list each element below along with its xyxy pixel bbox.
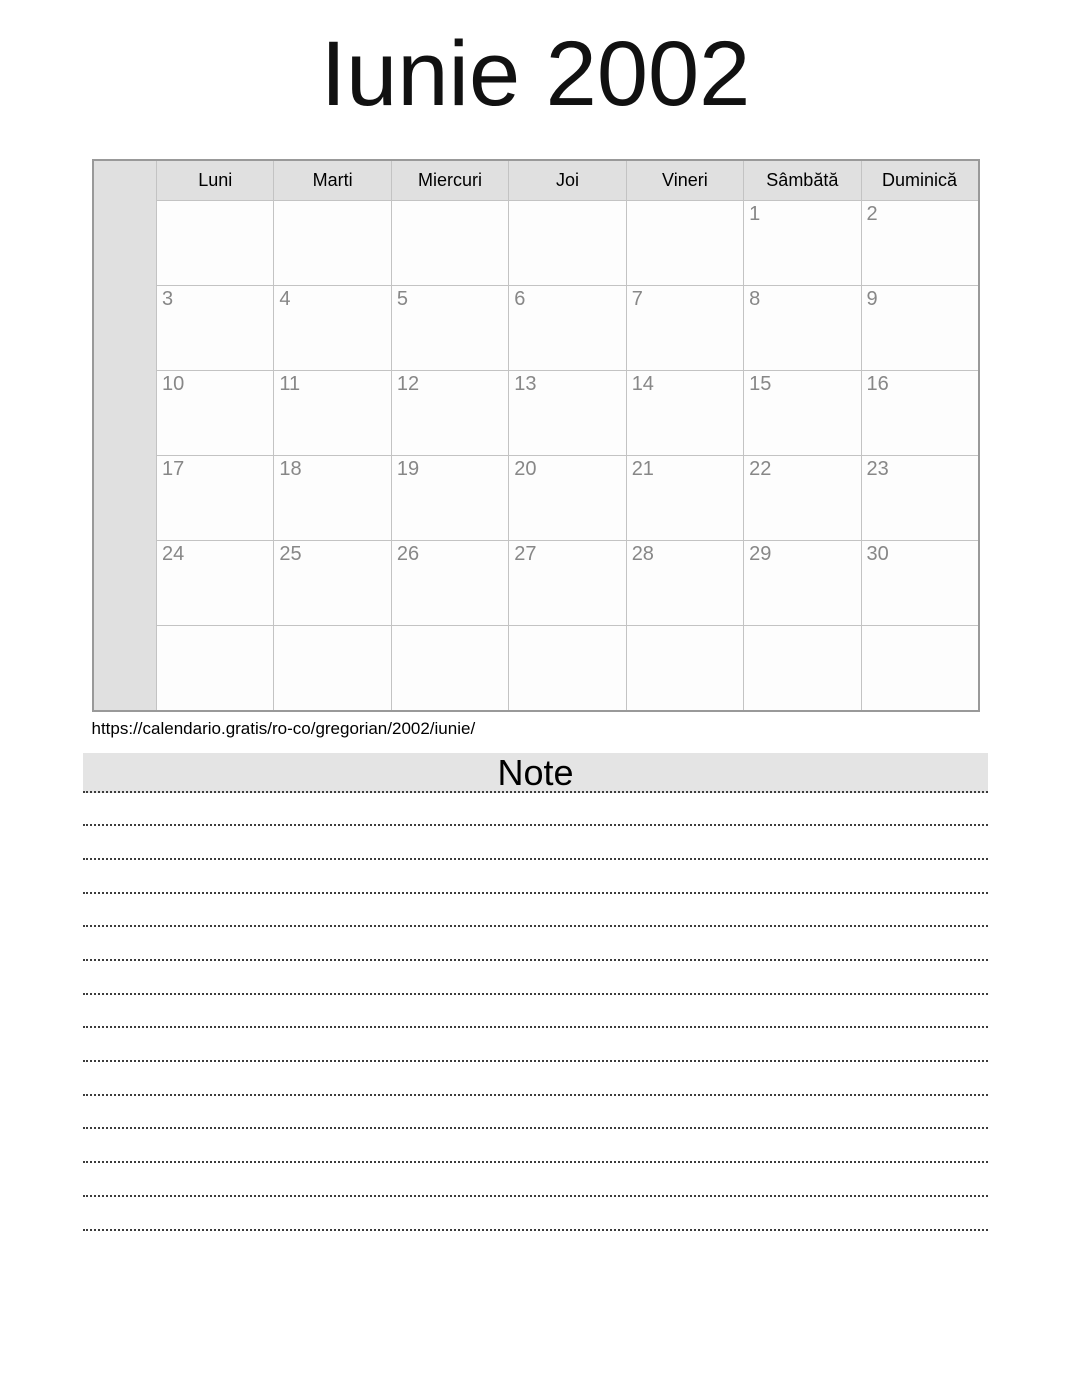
page-title: Iunie 2002: [320, 23, 751, 125]
note-line-5: [83, 927, 988, 961]
day-cell-29: 29: [744, 541, 861, 626]
day-header-6: Duminică: [861, 160, 978, 201]
day-cell-25: 25: [274, 541, 391, 626]
day-cell-empty: [509, 201, 626, 286]
week-row-1: [93, 286, 979, 371]
day-cell-empty: [626, 201, 743, 286]
notes-header: [83, 753, 988, 793]
day-header-5: Sâmbătă: [744, 160, 861, 201]
note-line-1: [83, 793, 988, 827]
day-cell-14: 14: [626, 371, 743, 456]
note-line-13: [83, 1197, 988, 1231]
day-cell-24: 24: [157, 541, 274, 626]
day-cell-23: 23: [861, 456, 978, 541]
note-line-4: [83, 894, 988, 928]
calendar-header-row: [93, 160, 979, 201]
day-cell-9: 9: [861, 286, 978, 371]
note-line-3: [83, 860, 988, 894]
day-cell-empty: [157, 626, 274, 711]
day-cell-21: 21: [626, 456, 743, 541]
day-cell-17: 17: [157, 456, 274, 541]
week-row-0: [93, 201, 979, 286]
notes-title: Note: [497, 751, 574, 793]
day-cell-28: 28: [626, 541, 743, 626]
day-cell-empty: [509, 626, 626, 711]
week-row-2: [93, 371, 979, 456]
notes-lines: [83, 793, 988, 1231]
day-header-0: Luni: [157, 160, 274, 201]
day-cell-3: 3: [157, 286, 274, 371]
day-cell-20: 20: [509, 456, 626, 541]
note-line-11: [83, 1129, 988, 1163]
week-row-3: [93, 456, 979, 541]
day-cell-7: 7: [626, 286, 743, 371]
day-cell-2: 2: [861, 201, 978, 286]
note-line-2: [83, 826, 988, 860]
day-cell-30: 30: [861, 541, 978, 626]
notes-section: [83, 753, 988, 1231]
day-cell-empty: [391, 626, 508, 711]
day-cell-empty: [274, 626, 391, 711]
calendar-table: [92, 159, 980, 712]
day-cell-10: 10: [157, 371, 274, 456]
day-cell-empty: [391, 201, 508, 286]
day-cell-26: 26: [391, 541, 508, 626]
week-row-5: [93, 626, 979, 711]
day-cell-empty: [744, 626, 861, 711]
day-header-4: Vineri: [626, 160, 743, 201]
week-row-4: [93, 541, 979, 626]
day-cell-16: 16: [861, 371, 978, 456]
day-cell-13: 13: [509, 371, 626, 456]
day-header-3: Joi: [509, 160, 626, 201]
note-line-6: [83, 961, 988, 995]
day-header-1: Marti: [274, 160, 391, 201]
day-cell-1: 1: [744, 201, 861, 286]
day-cell-6: 6: [509, 286, 626, 371]
note-line-10: [83, 1096, 988, 1130]
day-cell-empty: [274, 201, 391, 286]
source-url: https://calendario.gratis/ro-co/gregorian/2002/iunie/: [91, 718, 476, 738]
day-header-2: Miercuri: [391, 160, 508, 201]
day-cell-22: 22: [744, 456, 861, 541]
day-cell-8: 8: [744, 286, 861, 371]
day-cell-15: 15: [744, 371, 861, 456]
note-line-9: [83, 1062, 988, 1096]
day-cell-27: 27: [509, 541, 626, 626]
day-cell-12: 12: [391, 371, 508, 456]
day-cell-5: 5: [391, 286, 508, 371]
note-line-8: [83, 1028, 988, 1062]
note-line-12: [83, 1163, 988, 1197]
day-cell-empty: [861, 626, 978, 711]
day-cell-4: 4: [274, 286, 391, 371]
day-cell-18: 18: [274, 456, 391, 541]
day-cell-empty: [157, 201, 274, 286]
day-cell-19: 19: [391, 456, 508, 541]
corner-column: [93, 160, 157, 711]
day-cell-empty: [626, 626, 743, 711]
day-cell-11: 11: [274, 371, 391, 456]
note-line-7: [83, 995, 988, 1029]
